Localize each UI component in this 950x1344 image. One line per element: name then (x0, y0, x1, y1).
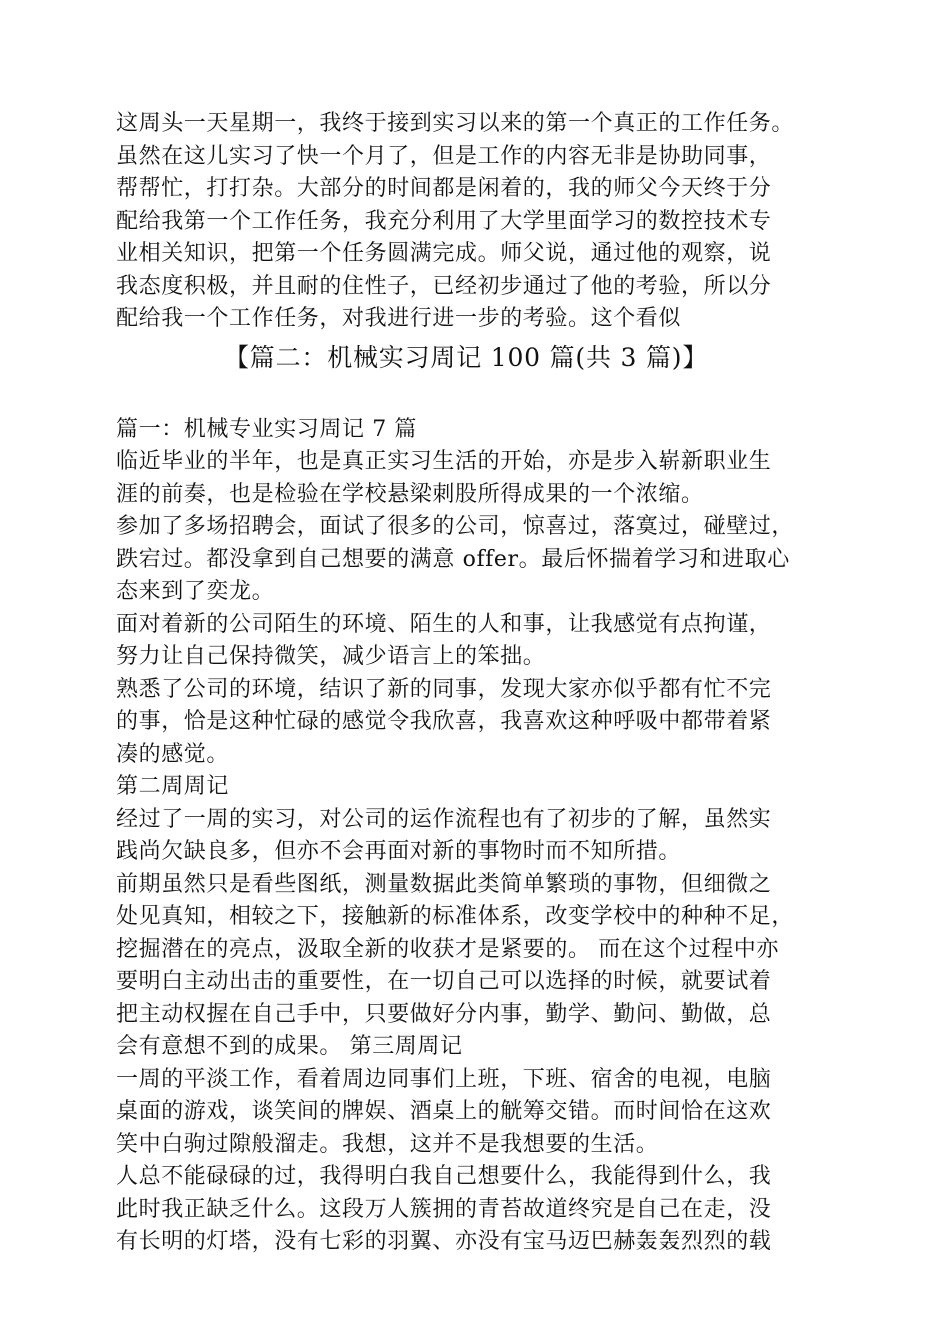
text-line: 有长明的灯塔，没有七彩的羽翼、亦没有宝马迈巴赫轰轰烈烈的载 (116, 1229, 772, 1254)
text-line: 这周头一天星期一，我终于接到实习以来的第一个真正的工作任务。 (116, 111, 795, 136)
text-line: 熟悉了公司的环境，结识了新的同事，发现大家亦似乎都有忙不完 (116, 676, 772, 702)
intro-paragraph (116, 108, 856, 336)
text-line: 经过了一周的实习，对公司的运作流程也有了初步的了解，虽然实 (116, 806, 772, 832)
text-line: 桌面的游戏，谈笑间的牌娱、酒桌上的觥筹交错。而时间恰在这欢 (116, 1099, 772, 1124)
text-line: 帮帮忙，打打杂。大部分的时间都是闲着的，我的师父今天终于分 (116, 176, 772, 201)
text-line: 践尚欠缺良多，但亦不会再面对新的事物时而不知所措。 (116, 839, 682, 864)
text-line: 要明白主动出击的重要性，在一切自己可以选择的时候，就要试着 (116, 969, 772, 994)
section-heading: 【篇二：机械实习周记 100 篇(共 3 篇)】 (224, 342, 709, 372)
document-page (116, 108, 856, 1259)
text-line: 会有意想不到的成果。 第三周周记 (116, 1034, 463, 1059)
body-text (116, 414, 856, 1259)
text-line: 临近毕业的半年，也是真正实习生活的开始，亦是步入崭新职业生 (116, 449, 772, 474)
text-line: 努力让自己保持微笑，减少语言上的笨拙。 (116, 644, 546, 669)
text-line: 前期虽然只是看些图纸，测量数据此类简单繁琐的事物，但细微之 (116, 871, 772, 897)
text-line: 第二周周记 (116, 774, 230, 799)
spacer (116, 380, 856, 414)
text-line: 挖掘潜在的亮点，汲取全新的收获才是紧要的。 而在这个过程中亦 (116, 936, 779, 962)
text-line: 参加了多场招聘会，面试了很多的公司，惊喜过，落寞过，碰壁过， (116, 514, 795, 539)
text-line: 配给我第一个工作任务，我充分利用了大学里面学习的数控技术专 (116, 208, 772, 234)
text-line: 面对着新的公司陌生的环境、陌生的人和事，让我感觉有点拘谨， (116, 611, 772, 637)
text-line: 处见真知，相较之下，接触新的标准体系，改变学校中的种种不足， (116, 904, 795, 929)
text-line: 涯的前奏，也是检验在学校悬梁刺股所得成果的一个浓缩。 (116, 481, 704, 507)
text-line: 态来到了奕龙。 (116, 579, 275, 604)
text-line: 凑的感觉。 (116, 741, 230, 767)
text-line: 我态度积极，并且耐的住性子，已经初步通过了他的考验，所以分 (116, 273, 772, 299)
text-line: 一周的平淡工作，看着周边同事们上班，下班、宿舍的电视，电脑 (116, 1066, 772, 1092)
text-line: 此时我正缺乏什么。这段万人簇拥的青苔故道终究是自己在走，没 (116, 1196, 772, 1222)
text-line: 笑中白驹过隙般溜走。我想，这并不是我想要的生活。 (116, 1131, 659, 1157)
text-line: 的事，恰是这种忙碌的感觉令我欣喜，我喜欢这种呼吸中都带着紧 (116, 709, 772, 734)
text-line: 人总不能碌碌的过，我得明白我自己想要什么，我能得到什么，我 (116, 1164, 772, 1189)
text-line: 虽然在这儿实习了快一个月了，但是工作的内容无非是协助同事， (116, 143, 772, 169)
text-line: 篇一：机械专业实习周记 7 篇 (116, 416, 417, 442)
text-line: 把主动权握在自己手中，只要做好分内事，勤学、勤问、勤做，总 (116, 1001, 772, 1027)
text-line: 业相关知识，把第一个任务圆满完成。师父说，通过他的观察，说 (116, 241, 772, 266)
text-line: 配给我一个工作任务，对我进行进一步的考验。这个看似 (116, 306, 682, 331)
text-line: 跌宕过。都没拿到自己想要的满意 offer。最后怀揣着学习和进取心 (116, 546, 790, 572)
